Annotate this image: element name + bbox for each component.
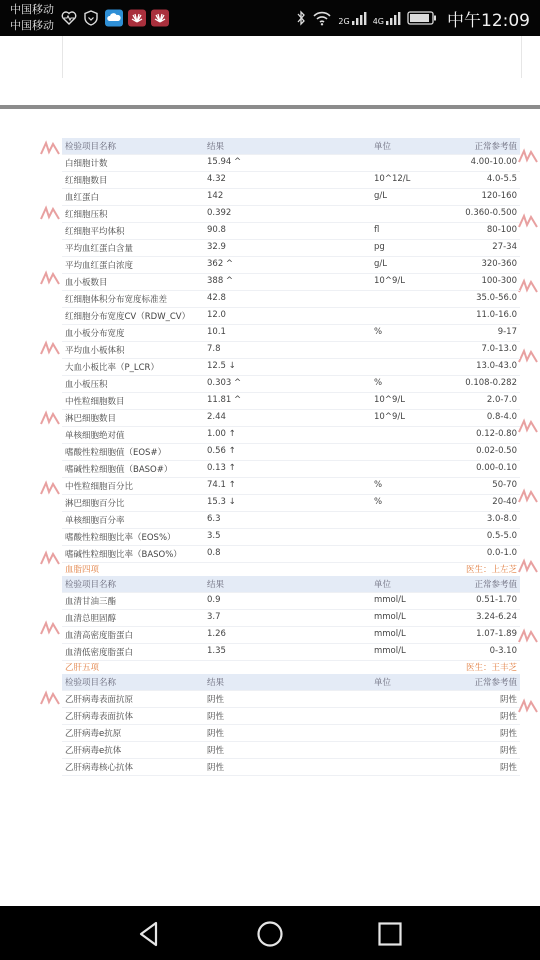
table-row-item-name: 血清高密度脂蛋白 [65,631,134,641]
table-row [62,742,520,759]
table-row-unit: mmol/L [374,629,406,639]
huawei-app-icon [127,9,147,27]
table-row-reference-range: 阴性 [499,712,517,722]
page-divider [0,105,540,109]
watermark-stamp-icon [38,270,62,288]
doctor-label: 医生：王丰芝 [465,663,517,673]
table-header-row [62,576,520,593]
table-row-result-value: 阴性 [207,763,225,773]
table-row-item-name: 淋巴细胞数目 [65,414,117,424]
table-row-reference-range: 35.0-56.0 [476,293,517,303]
table-row [62,529,520,546]
table-row-unit: mmol/L [374,646,406,656]
table-row-item-name: 中性粒细胞百分比 [65,482,134,492]
table-row [62,593,520,610]
table-row-item-name: 单核细胞绝对值 [65,431,125,441]
table-row-result-value: 2.44 [207,412,226,422]
table-row-result-value: 0.8 [207,548,221,558]
table-row [62,359,520,376]
table-row [62,759,520,776]
table-row-unit: % [374,327,383,337]
table-row-result-value: 3.5 [207,531,221,541]
table-row [62,274,520,291]
table-row-item-name: 乙肝病毒e抗原 [65,729,122,739]
table-header-row-reference-range: 正常参考值 [474,678,517,688]
watermark-stamp-icon [38,205,62,223]
table-row-result-value: 7.8 [207,344,221,354]
table-row [62,393,520,410]
table-header-row-unit: 单位 [374,678,392,688]
table-row [62,546,520,563]
home-circle-icon[interactable] [254,918,286,950]
back-triangle-icon[interactable] [134,918,166,950]
table-row [62,478,520,495]
table-row [62,308,520,325]
table-row-item-name: 红细胞压积 [65,210,108,220]
table-header-row-unit: 单位 [374,580,392,590]
status-bar-right [296,0,530,36]
table-row [62,342,520,359]
huawei-app-icon [150,9,170,27]
table-row-reference-range: 阴性 [499,746,517,756]
table-row-item-name: 血清甘油三酯 [65,597,117,607]
table-row-unit: g/L [374,259,387,269]
table-row-result-value: 90.8 [207,225,226,235]
table-row [62,410,520,427]
table-row-item-name: 嗜碱性粒细胞值（BASO#） [65,465,173,475]
table-row-result-value: 阴性 [207,712,225,722]
table-row-reference-range: 13.0-43.0 [476,361,517,371]
shield-icon [83,9,99,27]
table-row-reference-range: 1.07-1.89 [476,629,517,639]
table-header-row-item-name: 检验项目名称 [65,678,117,688]
watermark-stamp-icon [38,550,62,568]
table-row-result-value: 142 [207,191,224,201]
table-row-item-name: 乙肝病毒表面抗体 [65,712,134,722]
table-row-reference-range: 2.0-7.0 [486,395,517,405]
table-row-reference-range: 0.360-0.500 [465,208,517,218]
table-row [62,461,520,478]
table-row-result-value: 1.00 ↑ [207,429,236,439]
table-row-unit: mmol/L [374,612,406,622]
table-row-item-name: 血小板分布宽度 [65,329,125,339]
table-row-result-value: 0.56 ↑ [207,446,236,456]
navigation-bar [0,906,540,960]
table-row-item-name: 血红蛋白 [65,193,100,203]
table-row-result-value: 1.26 [207,629,226,639]
table-row-reference-range: 3.24-6.24 [476,612,517,622]
signal-4g [373,10,401,26]
table-row [62,610,520,627]
table-row-item-name: 乙肝病毒表面抗原 [65,695,134,705]
table-header-row-reference-range: 正常参考值 [474,142,517,152]
table-row [62,223,520,240]
table-row-reference-range: 20-40 [492,497,517,507]
section-footer [62,661,520,674]
table-row-reference-range: 9-17 [497,327,517,337]
table-row-reference-range: 0.5-5.0 [486,531,517,541]
table-row-item-name: 白细胞计数 [65,159,108,169]
table-row-result-value: 11.81 ^ [207,395,242,405]
table-row-item-name: 血清总胆固醇 [65,614,117,624]
carrier-label-2: 中国移动 [10,19,54,32]
carrier-label-1: 中国移动 [10,3,54,16]
table-row [62,189,520,206]
table-row-unit: % [374,378,383,388]
table-row-unit: 10^12/L [374,174,411,184]
signal-2g [338,10,366,26]
table-header-row [62,138,520,155]
table-row-reference-range: 11.0-16.0 [476,310,517,320]
table-row-reference-range: 0.108-0.282 [465,378,517,388]
watermark-stamp-icon [38,340,62,358]
table-row [62,376,520,393]
table-header-row-reference-range: 正常参考值 [474,580,517,590]
table-row-reference-range: 阴性 [499,763,517,773]
table-row-reference-range: 120-160 [481,191,517,201]
watermark-stamp-icon [38,620,62,638]
table-row-result-value: 1.35 [207,646,226,656]
table-row-result-value: 12.5 ↓ [207,361,236,371]
table-header-row-result-value: 结果 [207,678,225,688]
table-header-row [62,674,520,691]
battery-icon [407,10,437,26]
table-row-item-name: 嗜碱性粒细胞比率（BASO%） [65,550,182,560]
table-row-reference-range: 4.0-5.5 [486,174,517,184]
table-row-result-value: 10.1 [207,327,226,337]
table-row [62,427,520,444]
table-row-item-name: 血小板数目 [65,278,108,288]
table-row-item-name: 嗜酸性粒细胞比率（EOS%） [65,533,176,543]
table-header-row-item-name: 检验项目名称 [65,580,117,590]
table-row [62,206,520,223]
table-row-unit: pg [374,242,385,252]
table-row-item-name: 红细胞数目 [65,176,108,186]
table-row [62,240,520,257]
table-row-result-value: 6.3 [207,514,221,524]
table-row-reference-range: 27-34 [492,242,517,252]
wifi-icon [312,10,332,26]
table-row-reference-range: 7.0-13.0 [481,344,517,354]
table-row-reference-range: 320-360 [481,259,517,269]
table-row-item-name: 平均血红蛋白含量 [65,244,134,254]
table-row [62,725,520,742]
table-row-item-name: 血小板压积 [65,380,108,390]
section-footer [62,563,520,576]
signal-bars-icon [351,10,367,26]
table-row-result-value: 32.9 [207,242,226,252]
table-row-unit: % [374,497,383,507]
table-row-reference-range: 3.0-8.0 [486,514,517,524]
table-row [62,291,520,308]
table-row-result-value: 12.0 [207,310,226,320]
table-row-unit: 10^9/L [374,276,405,286]
table-row-reference-range: 0.8-4.0 [486,412,517,422]
status-bar [0,0,540,36]
table-row [62,155,520,172]
table-row-result-value: 阴性 [207,729,225,739]
table-header-row-result-value: 结果 [207,142,225,152]
section-title: 乙肝五项 [65,663,100,673]
table-row [62,495,520,512]
clock: 中午12:09 [447,10,530,31]
table-row-reference-range: 0-3.10 [489,646,517,656]
table-row-result-value: 15.3 ↓ [207,497,236,507]
signal-bars-icon [385,10,401,26]
table-row-item-name: 中性粒细胞数目 [65,397,125,407]
table-row-unit: fl [374,225,380,235]
table-row-reference-range: 0.02-0.50 [476,446,517,456]
network-4g-label: 4G [372,17,384,26]
table-row-unit: 10^9/L [374,412,405,422]
table-row-item-name: 淋巴细胞百分比 [65,499,125,509]
recents-square-icon[interactable] [374,918,406,950]
table-row-result-value: 0.392 [207,208,232,218]
table-row-item-name: 乙肝病毒e抗体 [65,746,122,756]
table-row [62,691,520,708]
table-header-row-unit: 单位 [374,142,392,152]
table-row [62,708,520,725]
table-row [62,644,520,661]
table-row [62,627,520,644]
heart-rate-icon [60,9,78,27]
table-row [62,172,520,189]
table-row-item-name: 红细胞分布宽度CV（RDW_CV） [65,312,191,322]
table-row-item-name: 单核细胞百分率 [65,516,125,526]
watermark-stamp-icon [38,480,62,498]
table-row-item-name: 平均血小板体积 [65,346,125,356]
table-row-unit: 10^9/L [374,395,405,405]
table-row-reference-range: 50-70 [492,480,517,490]
table-row-item-name: 血清低密度脂蛋白 [65,648,134,658]
watermark-stamp-icon [38,410,62,428]
table-row [62,512,520,529]
table-row-reference-range: 80-100 [486,225,517,235]
table-row-result-value: 42.8 [207,293,226,303]
table-row-item-name: 乙肝病毒核心抗体 [65,763,134,773]
table-row-unit: mmol/L [374,595,406,605]
table-row-reference-range: 0.12-0.80 [476,429,517,439]
lab-report[interactable] [62,138,520,776]
table-row-unit: g/L [374,191,387,201]
table-row-unit: % [374,480,383,490]
section-title: 血脂四项 [65,565,100,575]
table-row-result-value: 阴性 [207,746,225,756]
table-row-result-value: 0.9 [207,595,221,605]
table-row-item-name: 平均血红蛋白浓度 [65,261,134,271]
table-header-row-item-name: 检验项目名称 [65,142,117,152]
table-row-reference-range: 0.51-1.70 [476,595,517,605]
table-row-result-value: 4.32 [207,174,226,184]
table-row-reference-range: 阴性 [499,729,517,739]
table-row-result-value: 0.13 ↑ [207,463,236,473]
watermark-stamp-icon [38,140,62,158]
table-row-result-value: 15.94 ^ [207,157,242,167]
doctor-label: 医生：上左芝 [465,565,517,575]
page-top-frame [62,36,522,78]
table-row [62,257,520,274]
bluetooth-icon [296,10,306,26]
watermark-stamp-icon [38,690,62,708]
table-row-reference-range: 100-300 [481,276,517,286]
table-row-result-value: 388 ^ [207,276,234,286]
table-row-result-value: 0.303 ^ [207,378,242,388]
table-row-reference-range: 0.0-1.0 [486,548,517,558]
table-row-item-name: 嗜酸性粒细胞值（EOS#） [65,448,167,458]
table-row-reference-range: 4.00-10.00 [470,157,517,167]
table-row [62,325,520,342]
table-header-row-result-value: 结果 [207,580,225,590]
table-row-reference-range: 0.00-0.10 [476,463,517,473]
table-row-reference-range: 阴性 [499,695,517,705]
table-row [62,444,520,461]
table-row-item-name: 大血小板比率（P_LCR） [65,363,159,373]
table-row-result-value: 362 ^ [207,259,234,269]
table-row-item-name: 红细胞平均体积 [65,227,125,237]
table-row-result-value: 阴性 [207,695,225,705]
table-row-item-name: 红细胞体积分布宽度标准差 [65,295,168,305]
cloud-app-icon [104,9,124,27]
table-row-result-value: 3.7 [207,612,221,622]
network-2g-label: 2G [338,17,350,26]
table-row-result-value: 74.1 ↑ [207,480,236,490]
